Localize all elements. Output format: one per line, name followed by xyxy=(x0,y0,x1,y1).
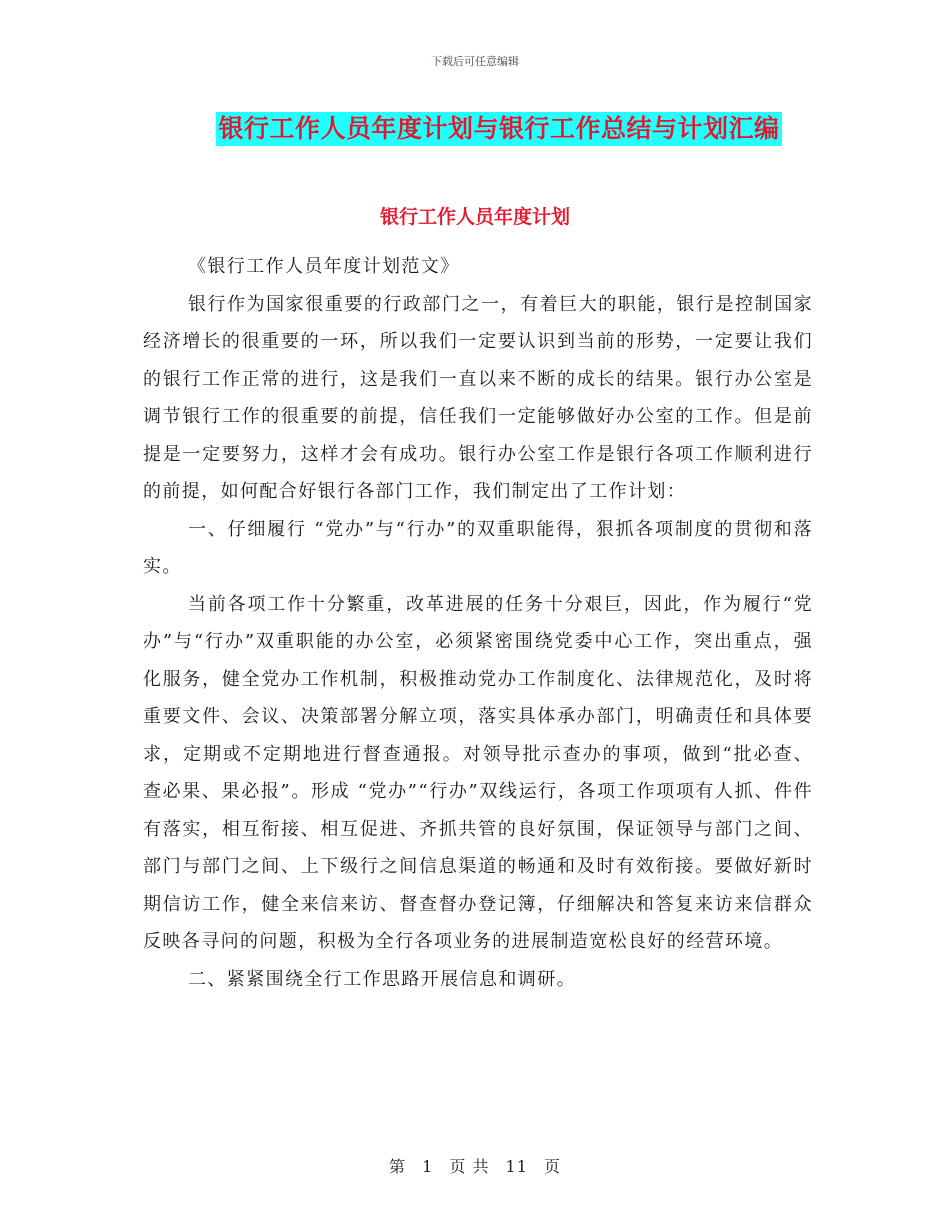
paragraph-point-1-heading: 一、仔细履行 “党办”与“行办”的双重职能得，狠抓各项制度的贯彻和落实。 xyxy=(143,518,813,577)
paragraph-source-title: 《银行工作人员年度计划范文》 xyxy=(188,256,460,277)
page-footer xyxy=(0,1154,950,1177)
footer-prefix: 第 xyxy=(388,1157,406,1176)
document-body xyxy=(143,248,813,998)
section-title: 银行工作人员年度计划 xyxy=(379,206,570,228)
footer-suffix: 页 xyxy=(544,1157,562,1176)
paragraph-point-2-heading: 二、紧紧围绕全行工作思路开展信息和调研。 xyxy=(188,968,576,990)
footer-total-pages: 11 xyxy=(505,1157,528,1176)
document-title: 银行工作人员年度计划与银行工作总结与计划汇编 xyxy=(216,112,781,146)
footer-mid: 页 共 xyxy=(449,1157,490,1176)
footer-page-number: 1 xyxy=(422,1157,434,1176)
page-header: 下载后可任意编辑 xyxy=(431,55,519,68)
paragraph-point-1-body: 当前各项工作十分繁重，改革进展的任务十分艰巨，因此，作为履行“党办”与“行办”双重职能的办公室，必须紧密围绕党委中心工作，突出重点，强化服务，健全党办工作机制，积极推动党办工作制度化、法律规范化，及时将重要文件、会议、决策部署分解立项，落实具体承办部门，明确责任和具体要求，定期或不定期地进行督查通报。对领导批示查办的事项，做到“批必查、查必果、果必报”。形成 “党办”“行办”双线运行，各项工作项项有人抓、件件有落实，相互衔接、相互促进、齐抓共管的良好氛围，保证领导与部门之间、部门与部门之间、上下级行之间信息渠道的畅通和及时有效衔接。要做好新时期信访工作，健全来信来访、督查督办登记簿，仔细解决和答复来访来信群众反映各寻问的问题，积极为全行各项业务的进展制造宽松良好的经营环境。 xyxy=(143,593,813,952)
title-block xyxy=(0,112,950,146)
paragraph-intro: 银行作为国家很重要的行政部门之一，有着巨大的职能，银行是控制国家经济增长的很重要的一环，所以我们一定要认识到当前的形势，一定要让我们的银行工作正常的进行，这是我们一直以来不断的成长的结果。银行办公室是调节银行工作的很重要的前提，信任我们一定能够做好办公室的工作。但是前提是一定要努力，这样才会有成功。银行办公室工作是银行各项工作顺利进行的前提，如何配合好银行各部门工作，我们制定出了工作计划： xyxy=(143,293,813,502)
